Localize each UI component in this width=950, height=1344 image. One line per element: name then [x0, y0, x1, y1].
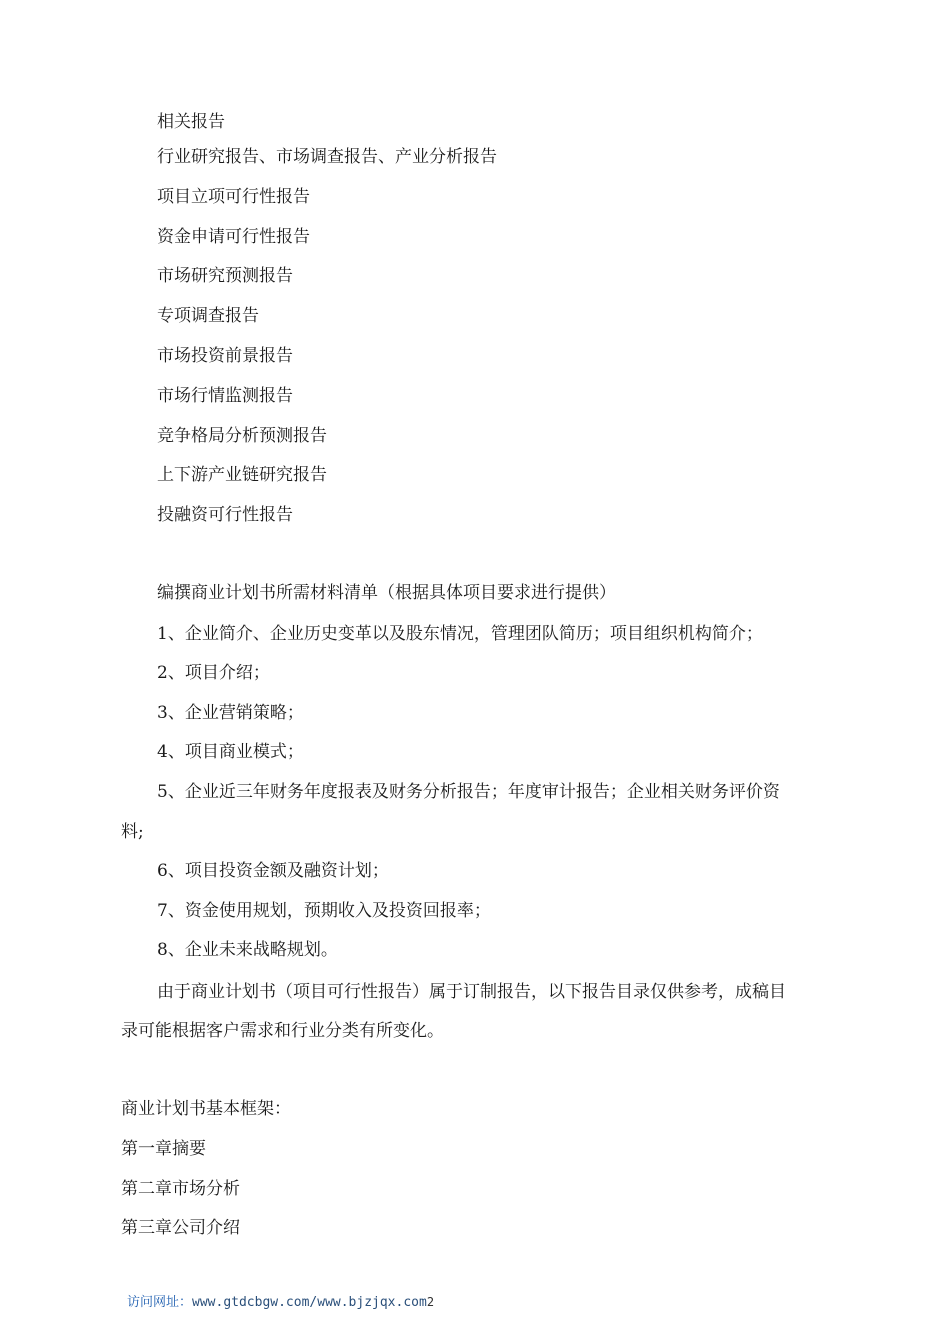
footer-label: 访问网址： [127, 1295, 193, 1310]
chapter-item: 第一章摘要 [121, 1139, 206, 1159]
related-reports-heading: 相关报告 [157, 112, 225, 132]
materials-item: 3、企业营销策略； [157, 703, 304, 723]
related-report-item: 上下游产业链研究报告 [157, 465, 327, 485]
framework-heading: 商业计划书基本框架： [121, 1099, 291, 1119]
related-report-item: 资金申请可行性报告 [157, 227, 310, 247]
materials-item: 7、资金使用规划，预期收入及投资回报率； [157, 901, 491, 921]
materials-note-line-1: 由于商业计划书（项目可行性报告）属于订制报告，以下报告目录仅供参考，成稿目 [157, 982, 786, 1002]
related-report-item: 市场研究预测报告 [157, 266, 293, 286]
materials-item: 2、项目介绍； [157, 663, 270, 683]
materials-item: 6、项目投资金额及融资计划； [157, 861, 389, 881]
related-report-item: 投融资可行性报告 [157, 505, 293, 525]
page-number: 2 [426, 1295, 435, 1309]
related-report-item: 项目立项可行性报告 [157, 187, 310, 207]
related-report-item: 专项调查报告 [157, 306, 259, 326]
materials-heading: 编撰商业计划书所需材料清单（根据具体项目要求进行提供） [157, 583, 616, 603]
materials-note-line-2: 录可能根据客户需求和行业分类有所变化。 [121, 1021, 444, 1041]
materials-item-continuation: 料; [121, 822, 144, 842]
related-report-item: 市场投资前景报告 [157, 346, 293, 366]
related-report-item: 市场行情监测报告 [157, 386, 293, 406]
chapter-item: 第二章市场分析 [121, 1179, 240, 1199]
related-report-item: 竞争格局分析预测报告 [157, 426, 327, 446]
materials-item: 1、企业简介、企业历史变革以及股东情况，管理团队简历；项目组织机构简介； [157, 624, 763, 644]
materials-item: 8、企业未来战略规划。 [157, 940, 338, 960]
page-footer [127, 1294, 434, 1311]
materials-item: 4、项目商业模式； [157, 742, 304, 762]
related-report-item: 行业研究报告、市场调查报告、产业分析报告 [157, 147, 497, 167]
footer-url-link[interactable]: www.gtdcbgw.com/www.bjzjqx.com [192, 1295, 427, 1310]
chapter-item: 第三章公司介绍 [121, 1218, 240, 1238]
materials-item: 5、企业近三年财务年度报表及财务分析报告；年度审计报告；企业相关财务评价资 [157, 782, 780, 802]
